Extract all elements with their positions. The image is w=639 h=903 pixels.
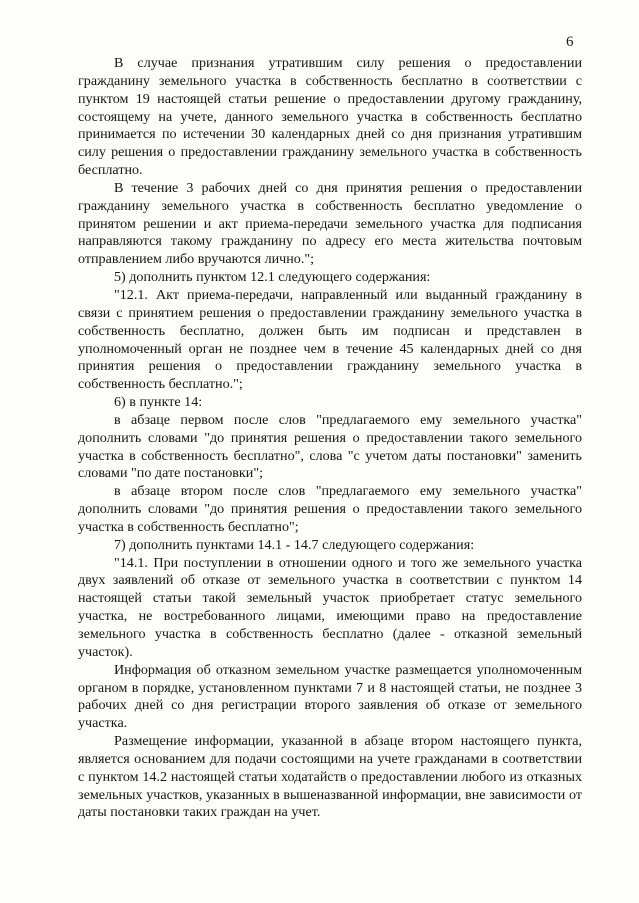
paragraph: в абзаце втором после слов "предлагаемого ему земельного участка" дополнить словами "до принятия решения о предоставлении такого земельного участка в собственность бесплатно"; <box>78 483 582 535</box>
paragraph: 5) дополнить пунктом 12.1 следующего содержания: <box>114 269 431 286</box>
paragraph: В случае признания утратившим силу решения о предоставлении гражданину земельного участка в собственность бесплатно в соответствии с пунктом 19 настоящей статьи решение о предоставлении другому гражданину, состоящему на учете, данного земельного участка в собственность бесплатно принимается по истечении 30 календарных дней со дня признания утратившим силу решения о предоставлении гражданину земельного участка в собственность бесплатно. <box>78 55 582 179</box>
page-number: 6 <box>566 34 574 50</box>
paragraph: В течение 3 рабочих дней со дня принятия решения о предоставлении гражданину земельного участка в собственность бесплатно уведомление о принятом решении и акт приема-передачи земельного участка для подписания направляются такому гражданину по адресу его места жительства почтовым отправлением либо вручаются лично."; <box>78 179 582 268</box>
paragraph: Размещение информации, указанной в абзаце втором настоящего пункта, является основанием для подачи состоящими на учете гражданами в соответствии с пунктом 14.2 настоящей статьи ходатайств о предоставлении любого из отказных земельных участков, указанных в вышеназванной информации, вне зависимости от даты постановки таких граждан на учет. <box>78 733 582 821</box>
document-body <box>78 55 582 822</box>
paragraph: 6) в пункте 14: <box>114 394 203 411</box>
paragraph: "14.1. При поступлении в отношении одного и того же земельного участка двух заявлений об отказе от земельного участка в соответствии с пунктом 14 настоящей статьи такой земельный участок приобретает статус земельного участка, не востребованного лицами, имеющими право на предоставление земельного участка в собственность бесплатно (далее - отказной земельный участок). <box>78 554 582 660</box>
paragraph: Информация об отказном земельном участке размещается уполномоченным органом в порядке, установленном пунктами 7 и 8 настоящей статьи, не позднее 3 рабочих дней со дня регистрации второго заявления об отказе от земельного участка. <box>78 661 582 732</box>
paragraph: "12.1. Акт приема-передачи, направленный или выданный гражданину в связи с принятием решения о предоставлении гражданину земельного участка в собственность бесплатно, должен быть им подписан и представлен в уполномоченный орган не позднее чем в течение 45 календарных дней со дня принятия решения о предоставлении гражданину земельного участка в собственность бесплатно."; <box>78 286 582 393</box>
paragraph: в абзаце первом после слов "предлагаемого ему земельного участка" дополнить словами "до принятия решения о предоставлении такого земельного участка в собственность бесплатно", слова "с учетом даты постановки" заменить словами "по дате постановки"; <box>78 411 582 482</box>
paragraph: 7) дополнить пунктами 14.1 - 14.7 следующего содержания: <box>114 536 475 553</box>
